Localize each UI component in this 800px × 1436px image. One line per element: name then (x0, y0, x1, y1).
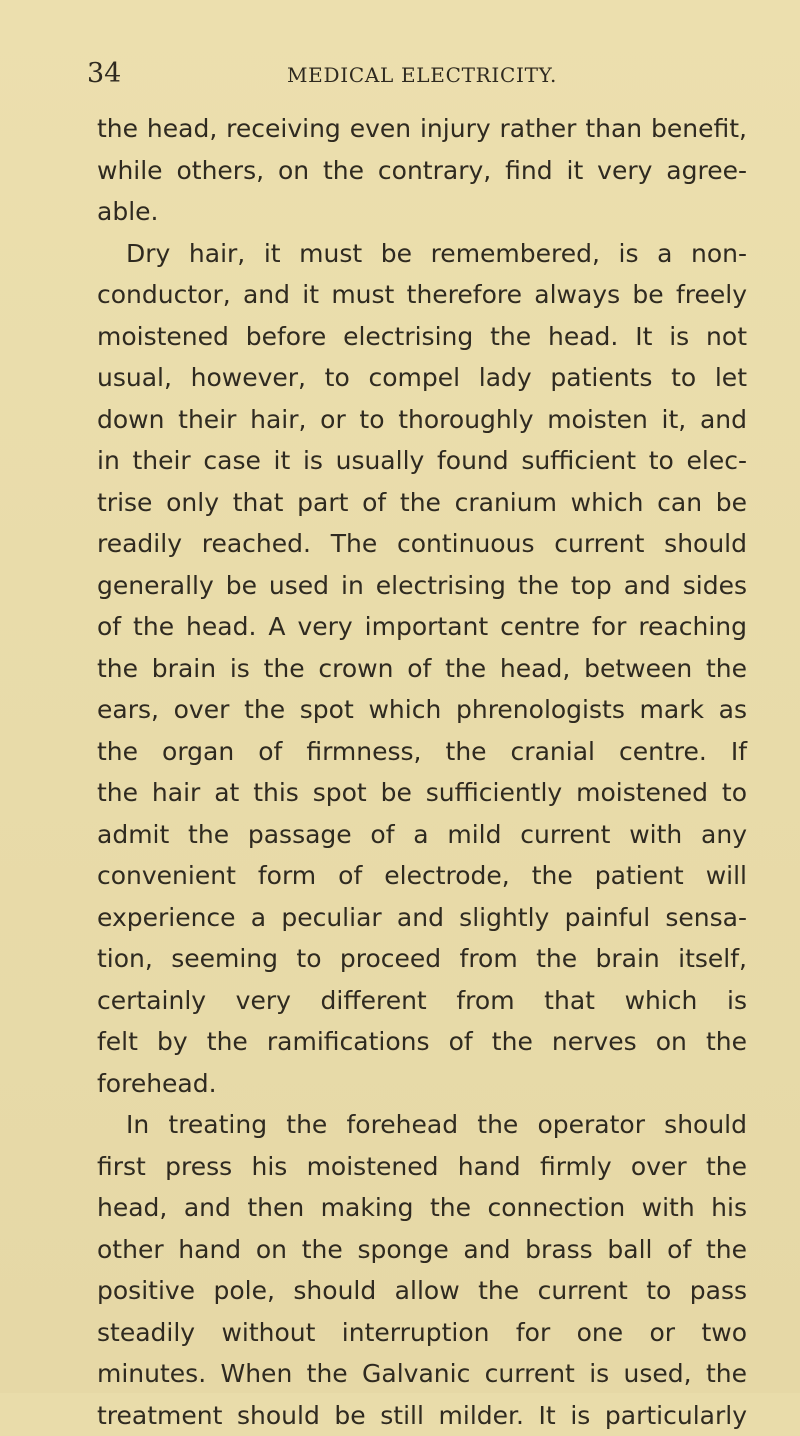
text-line: moistened before electrising the head. It is not (97, 316, 747, 358)
text-line: experience a peculiar and slightly painful sensa- (97, 897, 747, 939)
text-line: In treating the forehead the operator should (97, 1104, 747, 1146)
text-line: conductor, and it must therefore always be freely (97, 274, 747, 316)
text-line: tion, seeming to proceed from the brain itself, (97, 938, 747, 980)
text-line: the brain is the crown of the head, between the (97, 648, 747, 690)
running-title: MEDICAL ELECTRICITY. (287, 58, 557, 92)
text-line: the organ of firmness, the cranial centre. If (97, 731, 747, 773)
text-line: forehead. (97, 1063, 747, 1105)
text-line: down their hair, or to thoroughly moisten it, and (97, 399, 747, 441)
text-line: head, and then making the connection with his (97, 1187, 747, 1229)
text-line: other hand on the sponge and brass ball of the (97, 1229, 747, 1271)
text-line: the hair at this spot be sufficiently moistened to (97, 772, 747, 814)
text-line: in their case it is usually found sufficient to elec- (97, 440, 747, 482)
text-line: usual, however, to compel lady patients to let (97, 357, 747, 399)
text-line: Dry hair, it must be remembered, is a non- (97, 233, 747, 275)
page-number: 34 (87, 56, 121, 92)
text-line: positive pole, should allow the current to pass (97, 1270, 747, 1312)
body-text (97, 108, 747, 1436)
text-line: while others, on the contrary, find it very agree- (97, 150, 747, 192)
text-line: treatment should be still milder. It is particularly (97, 1395, 747, 1436)
text-line: certainly very different from that which is (97, 980, 747, 1022)
text-line: felt by the ramifications of the nerves on the (97, 1021, 747, 1063)
text-line: minutes. When the Galvanic current is used, the (97, 1353, 747, 1395)
text-line: admit the passage of a mild current with any (97, 814, 747, 856)
text-line: of the head. A very important centre for reaching (97, 606, 747, 648)
text-line: ears, over the spot which phrenologists mark as (97, 689, 747, 731)
text-line: first press his moistened hand firmly over the (97, 1146, 747, 1188)
text-line: generally be used in electrising the top and sides (97, 565, 747, 607)
text-line: trise only that part of the cranium which can be (97, 482, 747, 524)
page-header (87, 56, 727, 92)
text-line: the head, receiving even injury rather than benefit, (97, 108, 747, 150)
text-line: steadily without interruption for one or two (97, 1312, 747, 1354)
text-line: convenient form of electrode, the patient will (97, 855, 747, 897)
text-line: able. (97, 191, 747, 233)
text-line: readily reached. The continuous current should (97, 523, 747, 565)
